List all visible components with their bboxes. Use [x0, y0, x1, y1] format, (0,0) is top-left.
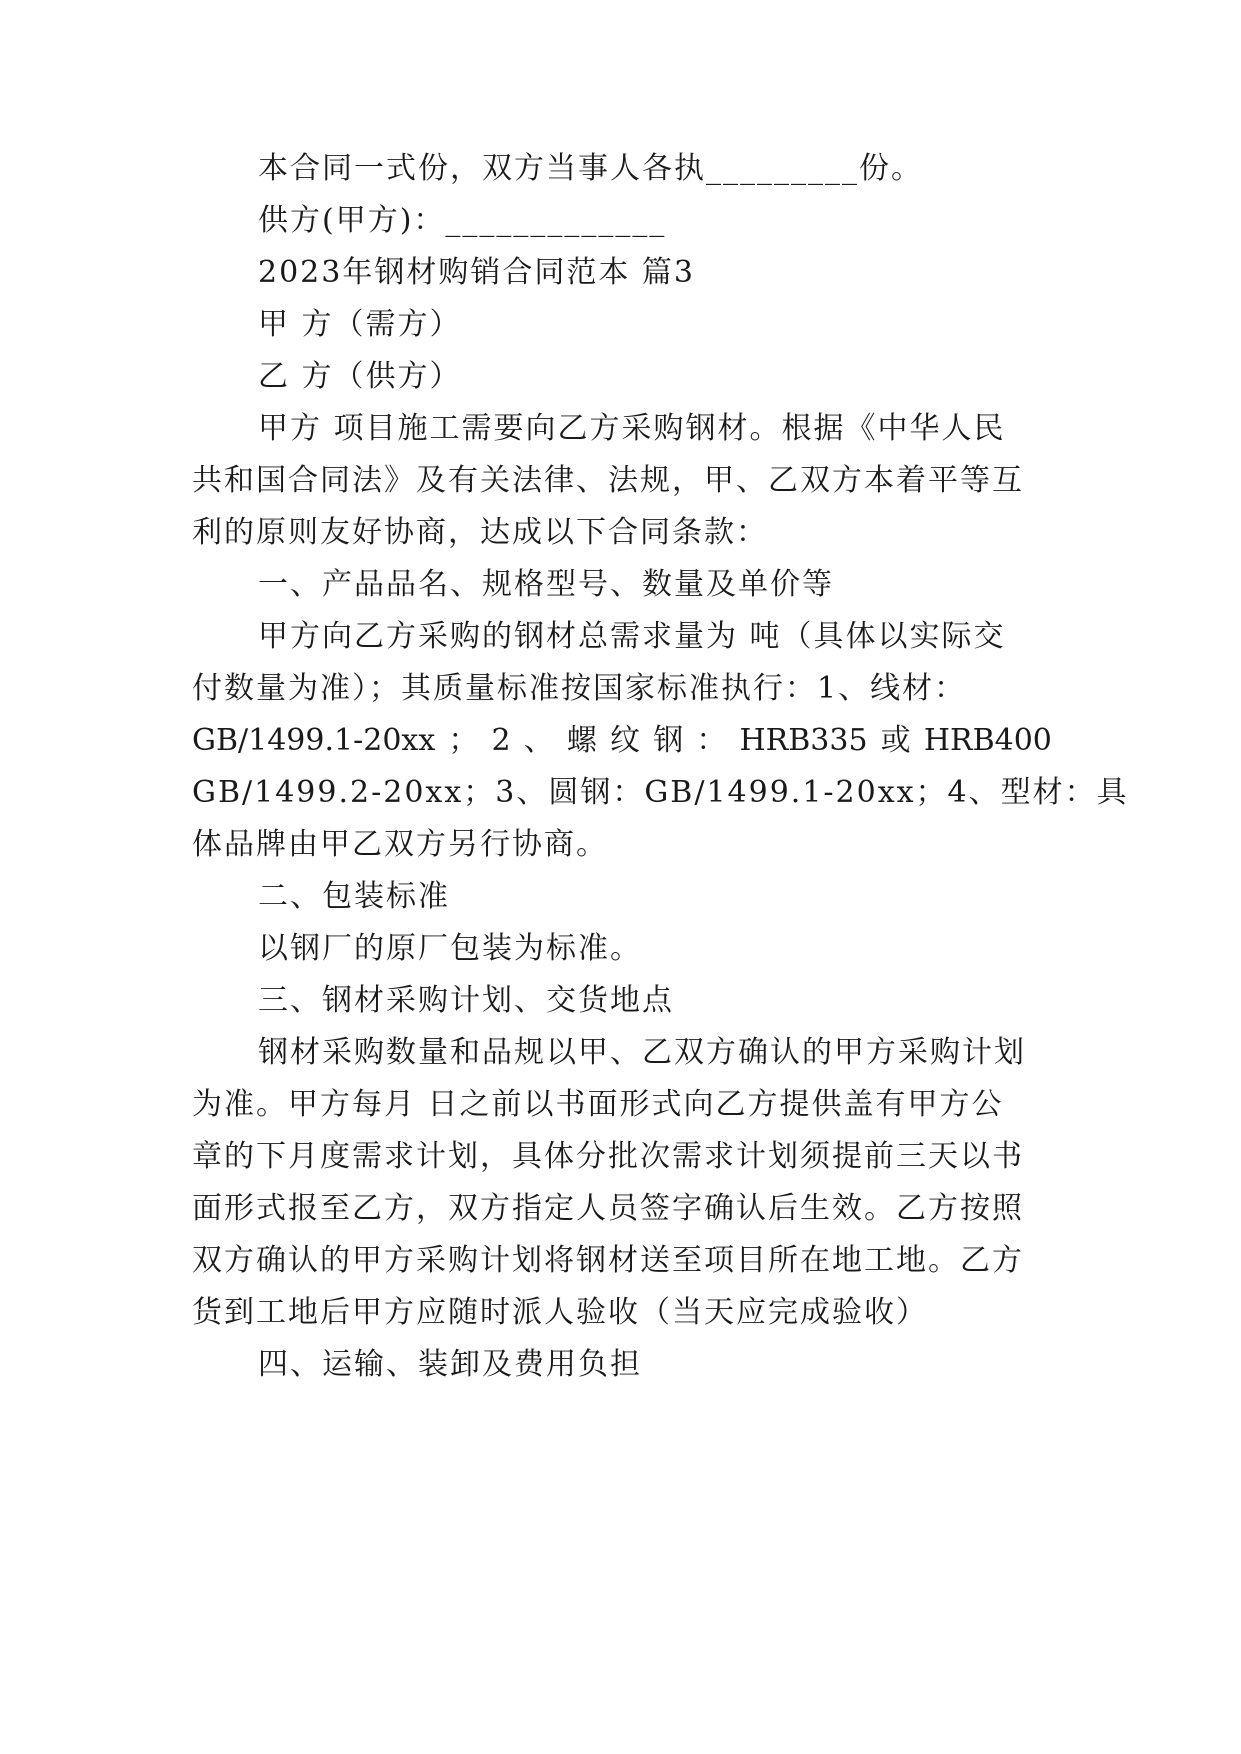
- standard-token: ；: [448, 723, 479, 758]
- heading-purchase-plan: 三、钢材采购计划、交货地点: [258, 983, 674, 1018]
- preamble-line-3: 利的原则友好协商，达成以下合同条款：: [192, 515, 768, 550]
- standard-token: HRB400: [923, 723, 1052, 758]
- plan-para-line-5: 双方确认的甲方采购计划将钢材送至项目所在地工地。乙方: [192, 1243, 1024, 1278]
- standard-token: 螺: [566, 723, 597, 758]
- party-a-line: 甲 方（需方）: [258, 307, 462, 342]
- product-para-line-3: [192, 721, 1052, 761]
- plan-para-line-2: 为准。甲方每月 日之前以书面形式向乙方提供盖有甲方公: [192, 1087, 1004, 1122]
- plan-para-line-6: 货到工地后甲方应随时派人验收（当天应完成验收）: [192, 1295, 928, 1330]
- section-title: 2023年钢材购销合同范本 篇3: [258, 255, 695, 290]
- preamble-line-1: 甲方 项目施工需要向乙方采购钢材。根据《中华人民: [258, 411, 1006, 446]
- standard-token: 或: [880, 723, 911, 758]
- product-para-line-4: GB/1499.2-20xx；3、圆钢：GB/1499.1-20xx；4、型材：具: [192, 775, 1129, 810]
- plan-para-line-1: 钢材采购数量和品规以甲、乙双方确认的甲方采购计划: [258, 1035, 1026, 1070]
- product-para-line-1: 甲方向乙方采购的钢材总需求量为 吨（具体以实际交: [258, 619, 1006, 654]
- product-para-line-2: 付数量为准）；其质量标准按国家标准执行：1、线材：: [192, 671, 967, 706]
- preamble-line-2: 共和国合同法》及有关法律、法规，甲、乙双方本着平等互: [192, 463, 1024, 498]
- standard-token: HRB335: [739, 723, 868, 758]
- standard-token: ：: [696, 723, 727, 758]
- standard-token: 、: [523, 723, 554, 758]
- plan-para-line-4: 面形式报至乙方，双方指定人员签字确认后生效。乙方按照: [192, 1191, 1024, 1226]
- heading-transport: 四、运输、装卸及费用负担: [258, 1347, 642, 1382]
- party-b-line: 乙 方（供方）: [258, 359, 462, 394]
- standard-token: GB/1499.1-20xx: [192, 723, 436, 758]
- packaging-text: 以钢厂的原厂包装为标准。: [258, 931, 642, 966]
- heading-packaging: 二、包装标准: [258, 879, 450, 914]
- plan-para-line-3: 章的下月度需求计划，具体分批次需求计划须提前三天以书: [192, 1139, 1024, 1174]
- copies-clause: 本合同一式份，双方当事人各执_________份。: [258, 151, 923, 186]
- product-para-line-5: 体品牌由甲乙双方另行协商。: [192, 827, 608, 862]
- supplier-party-line: 供方(甲方)：_____________: [258, 203, 667, 238]
- heading-product-specs: 一、产品品名、规格型号、数量及单价等: [258, 567, 834, 602]
- standard-token: 钢: [653, 723, 684, 758]
- standard-token: 2: [491, 723, 511, 758]
- standard-token: 纹: [610, 723, 641, 758]
